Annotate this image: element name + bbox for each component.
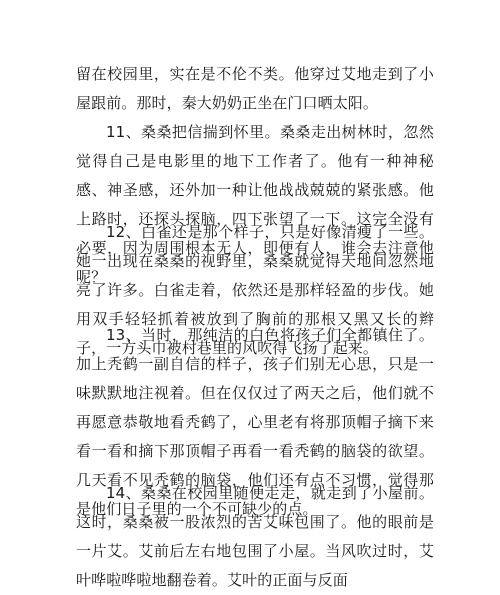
paragraph-13: 13、当时，那纯洁的白色将孩子们全都镇住了。加上秃鹤一副自信的样子，孩子们别无心思，只是一味默默地注视着。但在仅仅过了两天之后，他们就不再愿意恭敬地看秃鹤了，心里老有将那顶帽子摘下来看一看和摘下那顶帽子再看一看秃鹤的脑袋的欲望。几天看不见秃鹤的脑袋，他们还有点不习惯，觉得那是他们日子里的一个不可缺少的点。 [76,326,434,518]
paragraph-14: 14、桑桑在校园里随便走走，就走到了小屋前。这时，桑桑被一股浓烈的苦艾味包围了。他的眼前是一片艾。艾前后左右地包围了小屋。当风吹过时，艾叶哗啦哗啦地翻卷着。艾叶的正面与反面 [76,484,434,589]
paragraph-12: 12、白雀还是那个样子，只是好像清瘦了一些。她一出现在桑桑的视野里，桑桑就觉得天地间忽然地亮了许多。白雀走着，依然还是那样轻盈的步伐。她用双手轻轻抓着被放到了胸前的那根又黑又长的辫子，一方头巾被村巷里的风吹得飞扬了起来。 [76,223,434,357]
paragraph-intro: 留在校园里，实在是不伦不类。他穿过艾地走到了小屋跟前。那时，秦大奶奶正坐在门口晒太阳。 [76,65,434,112]
paragraph-11: 11、桑桑把信揣到怀里。桑桑走出树林时，忽然觉得自己是电影里的地下工作者了。他有一种神秘感、神圣感，还外加一种让他战战兢兢的紧张感。他上路时，还探头探脑，四下张望了一下。这完全没有必要，因为周围根本无人，即便有人，谁会去注意他呢？ [76,123,434,286]
